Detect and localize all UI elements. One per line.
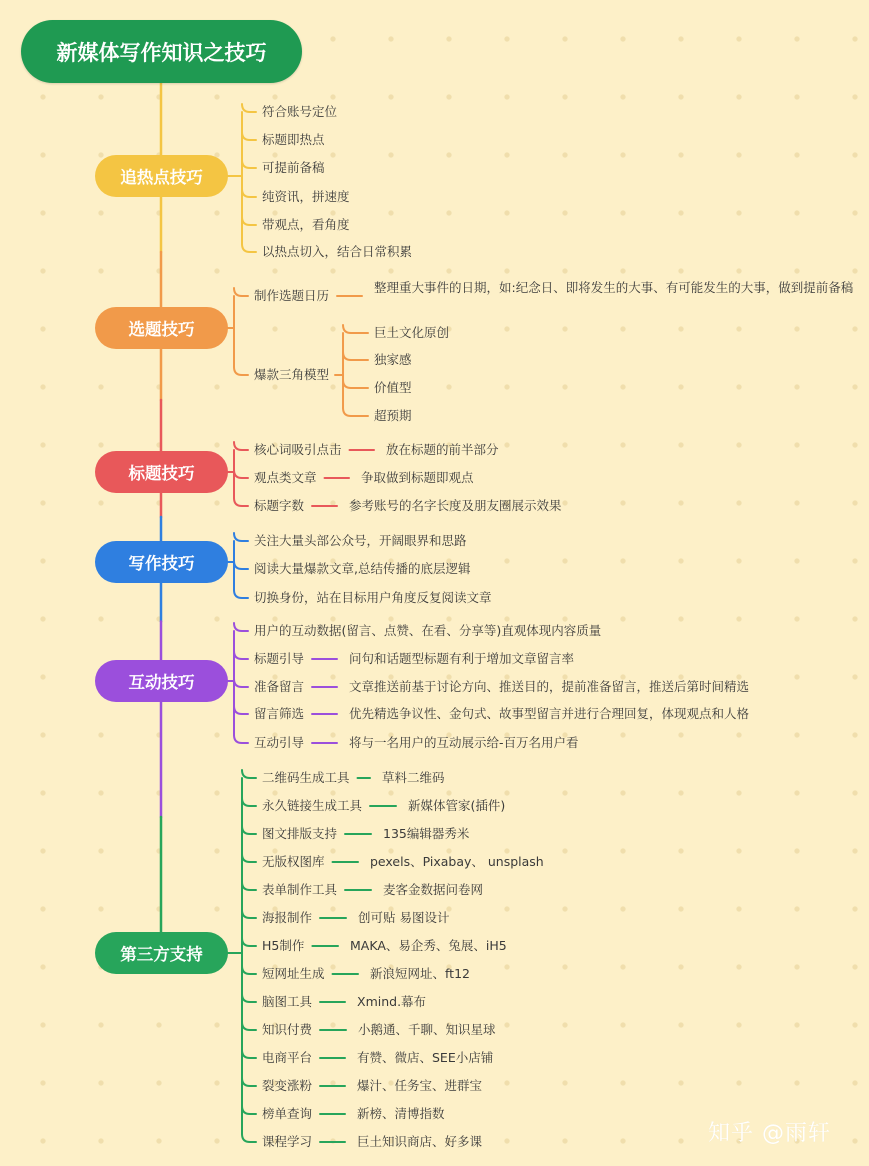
- item-label: 切换身份，站在目标用户角度反复阅读文章: [254, 590, 492, 605]
- item-label: 表单制作工具: [262, 882, 338, 897]
- item-label: 可提前备稿: [262, 160, 325, 175]
- item-note: 麦客金数据问卷网: [383, 882, 484, 897]
- item-label: 裂变涨粉: [262, 1078, 313, 1093]
- item-note: MAKA、易企秀、兔展、iH5: [350, 938, 507, 953]
- item-note: 创可贴 易图设计: [358, 910, 450, 925]
- item-note: 新媒体管家(插件): [408, 798, 506, 813]
- connector-line: [242, 966, 256, 974]
- item-label: 带观点，看角度: [262, 217, 350, 232]
- connector-line: [234, 442, 248, 450]
- branch-node: 追热点技巧: [95, 155, 228, 197]
- connector-line: [242, 160, 256, 168]
- item-label: 观点类文章: [254, 470, 317, 485]
- item-note: 135编辑器秀米: [383, 826, 470, 841]
- item-label: 无版权图库: [262, 854, 325, 869]
- item-label: 二维码生成工具: [262, 770, 350, 785]
- item-label: 符合账号定位: [262, 104, 338, 119]
- item-label: 准备留言: [254, 679, 305, 694]
- item-label: 海报制作: [262, 910, 313, 925]
- connector-line: [234, 590, 248, 598]
- item-note: 争取做到标题即观点: [361, 470, 474, 485]
- branch-node: 第三方支持: [95, 932, 228, 974]
- item-note: 新榜、清博指数: [357, 1106, 445, 1121]
- connector-line: [343, 325, 368, 333]
- connector-line: [234, 706, 248, 714]
- item-label: 关注大量头部公众号，开阔眼界和思路: [254, 533, 467, 548]
- connector-line: [242, 217, 256, 225]
- branch-node: 互动技巧: [95, 660, 228, 702]
- item-note: 问句和话题型标题有利于增加文章留言率: [349, 651, 575, 666]
- item-label: 爆款三角模型: [254, 367, 330, 382]
- connector-line: [242, 1106, 256, 1114]
- sub-item-label: 独家感: [374, 352, 412, 367]
- connector-line: [234, 470, 248, 478]
- item-label: 标题字数: [254, 498, 305, 513]
- item-label: 纯资讯，拼速度: [262, 189, 350, 204]
- item-note: 新浪短网址、ft12: [370, 966, 470, 981]
- item-label: 标题引导: [254, 651, 305, 666]
- root-node: 新媒体写作知识之技巧: [21, 20, 302, 83]
- item-label: 互动引导: [254, 735, 305, 750]
- item-label: 制作选题日历: [254, 288, 330, 303]
- connector-line: [242, 770, 256, 778]
- connector-line: [234, 735, 248, 743]
- connector-line: [234, 623, 248, 631]
- connector-line: [242, 1050, 256, 1058]
- connector-line: [234, 533, 248, 541]
- connector-line: [343, 380, 368, 388]
- connector-line: [242, 1022, 256, 1030]
- connector-line: [242, 854, 256, 862]
- connector-line: [343, 352, 368, 360]
- connector-line: [242, 1078, 256, 1086]
- item-note: pexels、Pixabay、 unsplash: [370, 854, 544, 869]
- sub-item-label: 超预期: [374, 408, 412, 423]
- item-note: 优先精选争议性、金句式、故事型留言并进行合理回复，体现观点和人格: [349, 706, 750, 721]
- item-label: 短网址生成: [262, 966, 325, 981]
- branch-node: 标题技巧: [95, 451, 228, 493]
- item-note: 整理重大事件的日期，如:纪念日、即将发生的大事、有可能发生的大事，做到提前备稿: [374, 280, 854, 295]
- sub-item-label: 价值型: [374, 380, 412, 395]
- item-label: 永久链接生成工具: [262, 798, 363, 813]
- sub-item-label: 巨土文化原创: [374, 325, 450, 340]
- item-label: 留言筛选: [254, 706, 305, 721]
- item-note: 放在标题的前半部分: [386, 442, 499, 457]
- connector-line: [234, 288, 248, 296]
- connector-line: [242, 994, 256, 1002]
- item-label: 标题即热点: [262, 132, 325, 147]
- item-label: 核心词吸引点击: [254, 442, 342, 457]
- item-note: 文章推送前基于讨论方向、推送目的，提前准备留言，推送后第时间精选: [349, 679, 750, 694]
- item-note: 小鹅通、千聊、知识星球: [358, 1022, 496, 1037]
- connector-line: [234, 651, 248, 659]
- connector-line: [242, 910, 256, 918]
- connector-line: [242, 938, 256, 946]
- item-note: 巨土知识商店、好多课: [357, 1134, 483, 1149]
- item-note: 爆汁、任务宝、进群宝: [357, 1078, 483, 1093]
- connector-line: [242, 104, 256, 112]
- item-label: 知识付费: [262, 1022, 313, 1037]
- connector-line: [242, 882, 256, 890]
- item-label: 以热点切入，结合日常积累: [262, 244, 413, 259]
- connector-line: [234, 679, 248, 687]
- connector-line: [234, 498, 248, 506]
- connector-line: [242, 189, 256, 197]
- connector-line: [242, 1134, 256, 1142]
- branch-node: 选题技巧: [95, 307, 228, 349]
- item-note: 草料二维码: [382, 770, 445, 785]
- item-label: H5制作: [262, 938, 305, 953]
- connector-line: [242, 244, 256, 252]
- item-label: 脑图工具: [262, 994, 313, 1009]
- item-label: 阅读大量爆款文章,总结传播的底层逻辑: [254, 561, 471, 576]
- item-label: 图文排版支持: [262, 826, 338, 841]
- item-label: 用户的互动数据(留言、点赞、在看、分享等)直观体现内容质量: [254, 623, 602, 638]
- branch-node: 写作技巧: [95, 541, 228, 583]
- connector-line: [343, 408, 368, 416]
- item-label: 榜单查询: [262, 1106, 313, 1121]
- item-label: 电商平台: [262, 1050, 313, 1065]
- connector-line: [234, 561, 248, 569]
- item-note: 将与一名用户的互动展示给-百万名用户看: [349, 735, 579, 750]
- item-label: 课程学习: [262, 1134, 313, 1149]
- watermark: 知乎 @雨轩: [708, 1121, 831, 1146]
- item-note: Xmind.幕布: [357, 994, 427, 1009]
- connector-line: [242, 798, 256, 806]
- connector-line: [242, 132, 256, 140]
- connector-line: [234, 367, 248, 375]
- item-note: 参考账号的名字长度及朋友圈展示效果: [349, 498, 562, 513]
- connector-line: [242, 826, 256, 834]
- item-note: 有赞、微店、SEE小店铺: [357, 1050, 494, 1065]
